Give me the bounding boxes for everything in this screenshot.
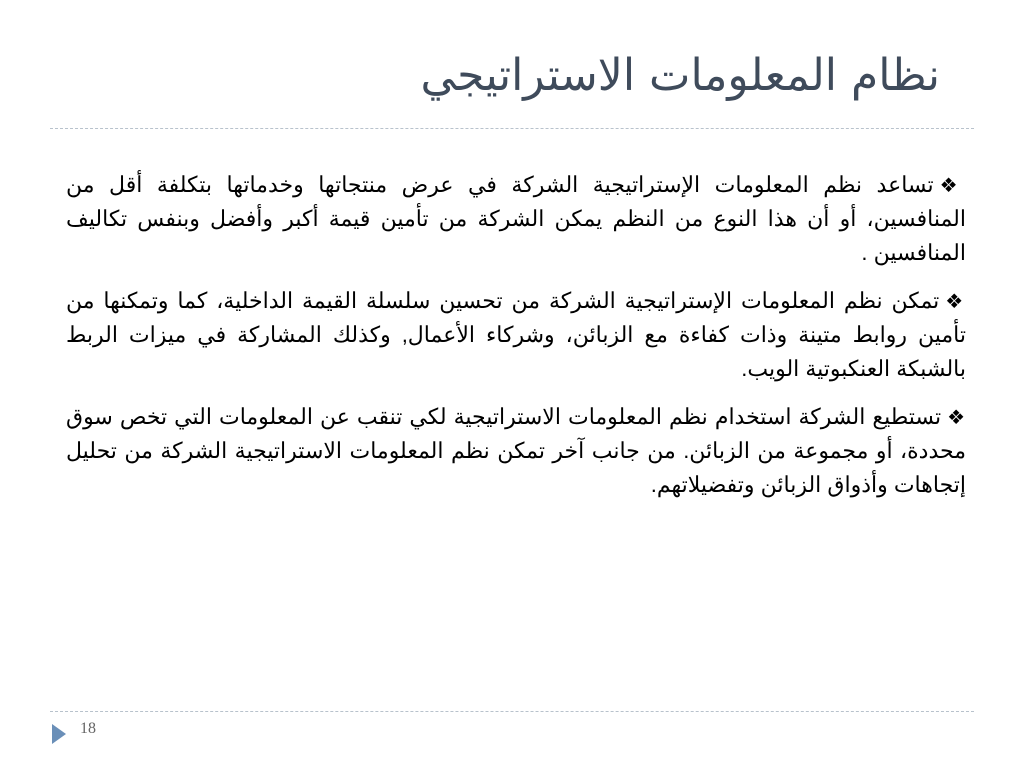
paragraph-text: تساعد نظم المعلومات الإستراتيجية الشركة في عرض منتجاتها وخدماتها بتكلفة أقل من المنافسين، أو أن هذا النوع من النظم يمكن الشركة من تأمين قيمة أكبر وأفضل وبنفس تكاليف المنافسين . [66,172,966,265]
bullet-paragraph-2 [66,284,966,386]
bullet-paragraph-1 [66,168,966,270]
title-divider [50,128,974,129]
paragraph-text: تمكن نظم المعلومات الإستراتيجية الشركة من تحسين سلسلة القيمة الداخلية، كما وتمكنها من تأمين روابط متينة وذات كفاءة مع الزبائن، وشركاء الأعمال, وكذلك المشاركة في ميزات الربط بالشبكة العنكبوتية الويب. [66,288,966,381]
bullet-paragraph-3 [66,400,966,502]
diamond-bullet-icon: ❖ [945,289,967,313]
footer-divider [50,711,974,712]
slide-body [66,168,966,516]
slide-title: نظام المعلومات الاستراتيجي [420,50,940,101]
paragraph-text: تستطيع الشركة استخدام نظم المعلومات الاستراتيجية لكي تنقب عن المعلومات التي تخص سوق محددة، أو مجموعة من الزبائن. من جانب آخر تمكن نظم المعلومات الاستراتيجية الشركة من تحليل إتجاهات وأذواق الزبائن وتفضيلاتهم. [66,404,966,497]
diamond-bullet-icon: ❖ [947,405,966,429]
page-number: 18 [80,720,96,737]
diamond-bullet-icon: ❖ [939,173,966,197]
triangle-arrow-icon [52,724,66,744]
